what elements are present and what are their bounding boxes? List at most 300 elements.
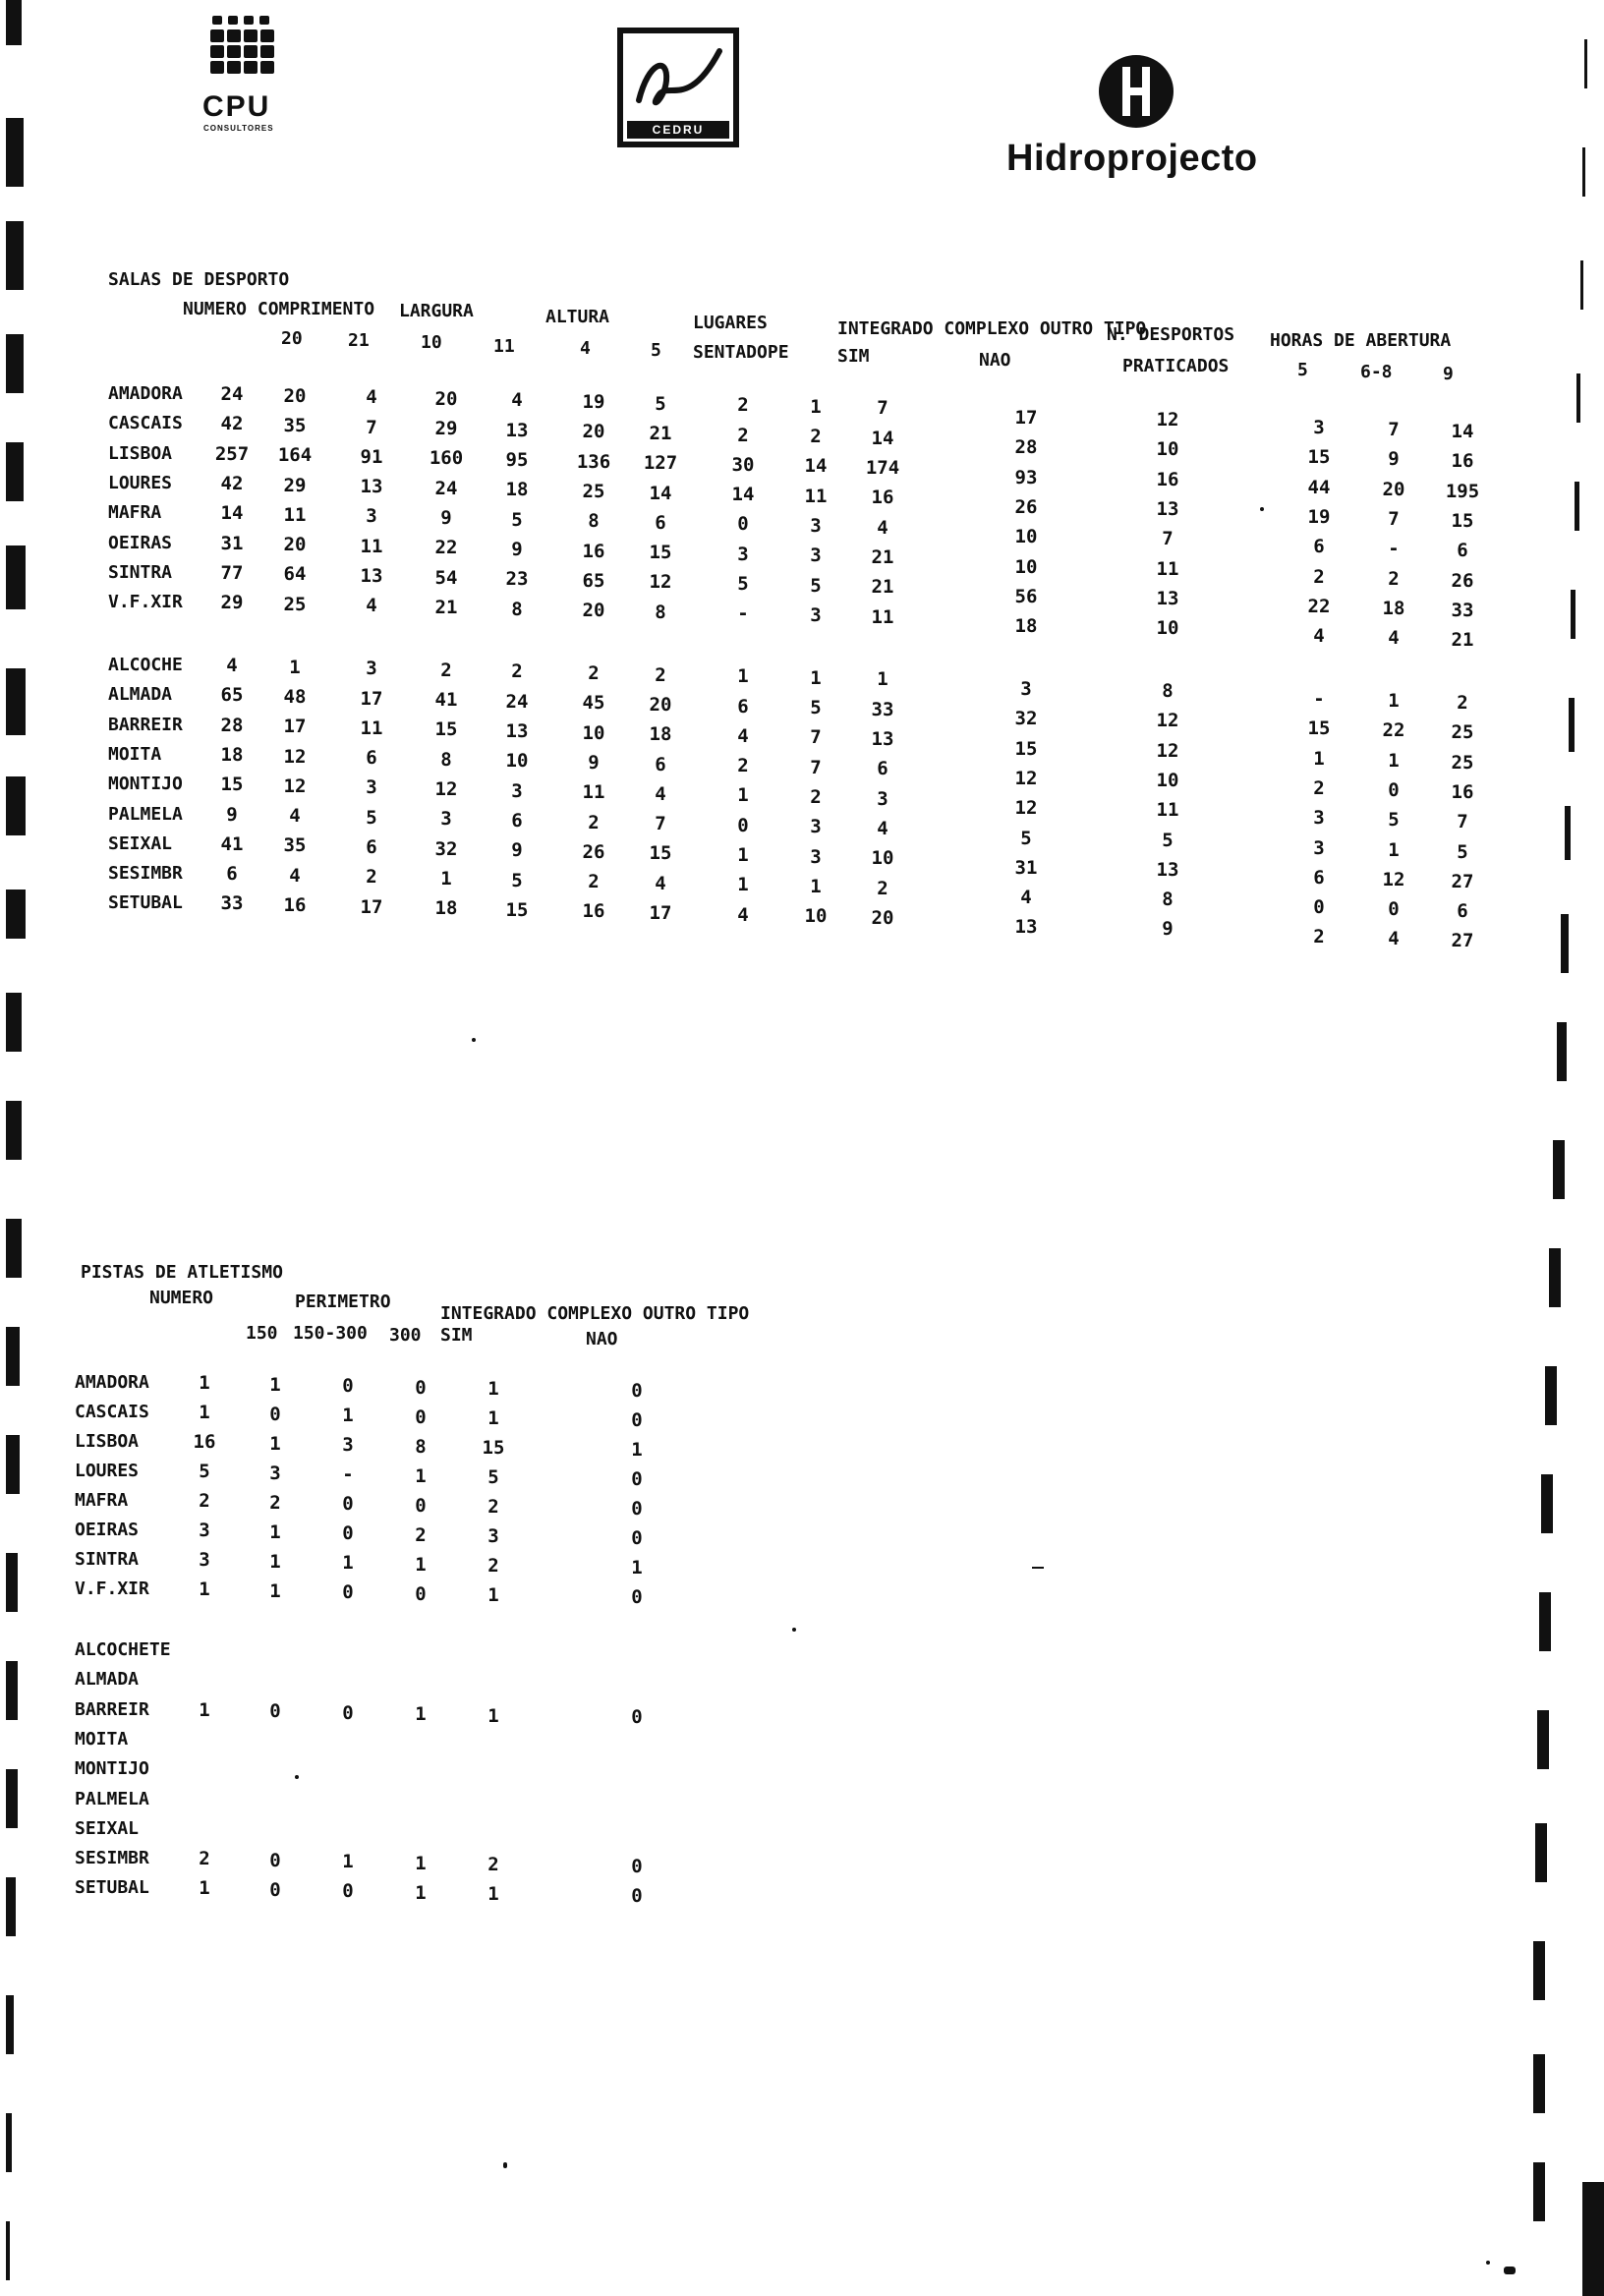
table-cell: 3 [877,787,888,810]
table-cell: 3 [199,1549,210,1571]
table-cell: 32 [434,837,458,860]
table-cell: 11 [1156,799,1179,822]
table-cell: 1 [1388,749,1400,772]
table-cell: 5 [366,806,377,829]
row-label: ALCOCHETE [75,1639,171,1660]
table-cell: 91 [360,445,383,468]
table-cell: - [342,1464,354,1485]
table-cell: 4 [366,386,377,409]
table-cell: 1 [1313,747,1325,770]
table-cell: 16 [582,900,605,923]
table-cell: 20 [582,421,605,443]
table-cell: 16 [582,540,605,562]
table-cell: 14 [871,427,894,449]
table-cell: 10 [582,721,605,744]
table-cell: 5 [1162,829,1174,851]
table-cell: 16 [871,487,894,509]
table-cell: 56 [1014,585,1038,607]
cedru-signature-icon [629,41,727,120]
table-cell: 11 [360,535,383,557]
table-cell: 11 [804,485,828,507]
table-cell: 24 [505,690,529,713]
table-cell: 3 [269,1462,281,1484]
table-cell: 1 [342,1552,354,1574]
table-cell: 33 [871,698,894,720]
table-cell: 0 [1388,778,1400,801]
table-cell: 1 [415,1553,427,1576]
table-cell: 13 [505,419,529,441]
table-cell: 11 [360,717,383,739]
table-cell: 4 [289,864,301,887]
table-cell: 45 [582,692,605,715]
table-cell: 6 [1313,536,1325,558]
table-cell: 8 [415,1435,427,1458]
row-label: AMADORA [108,383,183,404]
row-label: V.F.XIR [75,1578,149,1599]
table-cell: 7 [1162,528,1174,550]
table-cell: 13 [360,476,383,498]
row-label: CASCAIS [75,1402,149,1422]
table-cell: 17 [1014,407,1038,429]
table-cell: 12 [1156,739,1179,762]
table-cell: 93 [1014,466,1038,488]
row-label: LOURES [108,472,173,493]
row-label: MONTIJO [75,1758,149,1780]
salas-sub-h5: 5 [1297,360,1308,380]
table-cell: 1 [342,1851,354,1873]
table-cell: 16 [1451,780,1474,803]
table-cell: 19 [1307,505,1331,528]
table-cell: 5 [487,1466,499,1488]
table-cell: 0 [737,814,749,836]
table-cell: 1 [487,1378,499,1400]
table-cell: 1 [415,1881,427,1904]
table-cell: 1 [269,1521,281,1543]
table-cell: 7 [1388,507,1400,530]
table-cell: 8 [511,598,523,620]
table-cell: 3 [366,658,377,680]
table-cell: 22 [1307,595,1331,617]
table-cell: 3 [810,603,822,626]
table-cell: 1 [1388,690,1400,712]
table-cell: 13 [1156,587,1179,609]
table-cell: 21 [871,576,894,599]
table-cell: 25 [283,593,307,615]
table-cell: 3 [810,816,822,838]
row-label: OEIRAS [108,532,173,553]
salas-sub-l10: 10 [421,332,442,353]
row-label: BARREIR [108,714,183,735]
table-cell: 0 [269,1878,281,1901]
table-cell: 29 [434,418,458,440]
row-label: ALMADA [75,1669,140,1691]
table-cell: 42 [220,413,244,435]
salas-sub-a5: 5 [651,340,661,361]
table-cell: 1 [631,1438,643,1461]
table-cell: 23 [505,568,529,591]
table-cell: 21 [649,422,672,444]
table-cell: 41 [220,832,244,855]
table-cell: 3 [440,808,452,831]
table-cell: 25 [582,480,605,502]
table-cell: 1 [199,1372,210,1394]
table-cell: 21 [871,545,894,568]
table-cell: 1 [1388,838,1400,861]
table-cell: 4 [737,903,749,926]
row-label: MONTIJO [108,774,183,795]
table-cell: 2 [737,424,749,446]
table-cell: 0 [631,1379,643,1402]
table-cell: 42 [220,472,244,494]
table-cell: 257 [214,442,250,465]
table-cell: 25 [1451,721,1474,744]
table-cell: 10 [871,847,894,870]
table-cell: 9 [1388,448,1400,471]
table-cell: 2 [810,426,822,448]
table-cell: 20 [434,387,458,410]
table-cell: 8 [1162,680,1174,702]
row-label: PALMELA [75,1788,149,1809]
table-cell: 10 [804,905,828,928]
table-cell: 0 [415,1582,427,1605]
table-cell: 3 [810,845,822,868]
table-cell: 0 [342,1493,354,1515]
pistas-sub-sim: SIM [440,1325,473,1346]
table-cell: 22 [434,537,458,559]
table-cell: 0 [342,1522,354,1544]
pistas-sub-150-300: 150-300 [293,1323,368,1344]
row-label: MAFRA [108,502,162,524]
table-cell: 0 [342,1701,354,1724]
table-cell: 15 [434,718,458,741]
table-cell: 0 [631,1855,643,1877]
pistas-title: PISTAS DE ATLETISMO [81,1262,283,1283]
table-cell: 1 [415,1703,427,1726]
table-cell: 0 [631,1706,643,1729]
table-cell: 17 [360,895,383,918]
table-cell: 0 [269,1700,281,1723]
salas-sub-sim: SIM [837,346,870,367]
table-cell: 6 [737,695,749,718]
table-cell: 21 [434,596,458,618]
table-cell: 0 [415,1494,427,1517]
table-cell: 12 [283,775,307,797]
cpu-logo-grid-icon [208,14,283,92]
table-cell: 6 [655,753,666,775]
table-cell: 14 [731,484,755,506]
table-cell: 24 [434,477,458,499]
table-cell: - [737,603,749,625]
salas-sub-sentadope: SENTADOPE [693,342,789,363]
table-cell: 27 [1451,870,1474,892]
table-cell: 54 [434,566,458,589]
table-cell: 31 [1014,856,1038,879]
table-cell: 6 [1313,866,1325,889]
table-cell: 19 [582,391,605,413]
cpu-logo-text: CPU [202,90,271,123]
table-cell: 12 [434,778,458,800]
salas-header-lugares: LUGARES [693,313,768,333]
table-cell: 14 [1451,421,1474,442]
table-cell: 2 [1388,567,1400,590]
table-cell: 5 [511,869,523,891]
table-cell: 3 [366,505,377,528]
table-cell: 44 [1307,476,1331,498]
salas-sub-h68: 6-8 [1360,362,1393,382]
table-cell: 1 [487,1584,499,1606]
cedru-logo-label: CEDRU [627,121,729,139]
row-label: MOITA [75,1728,129,1750]
table-cell: 1 [737,874,749,896]
table-cell: 30 [731,453,755,476]
table-cell: 26 [1014,495,1038,518]
table-cell: 35 [283,834,307,857]
table-cell: 0 [415,1406,427,1428]
table-cell: 4 [737,724,749,747]
table-cell: 2 [737,755,749,777]
table-cell: 0 [631,1585,643,1608]
row-label: MOITA [108,743,162,765]
table-cell: 3 [511,779,523,802]
table-cell: 0 [269,1403,281,1425]
table-cell: 10 [1014,526,1038,548]
table-cell: 64 [283,563,307,586]
table-cell: 15 [1014,737,1038,760]
table-cell: 1 [269,1579,281,1602]
table-cell: 1 [737,844,749,866]
table-cell: 20 [283,534,307,556]
table-cell: 3 [810,515,822,537]
table-cell: 31 [220,532,244,554]
table-cell: 5 [1457,840,1468,863]
table-cell: 26 [1451,569,1474,592]
table-cell: 12 [1156,409,1179,430]
table-cell: 6 [511,809,523,832]
table-cell: 3 [342,1434,354,1456]
table-cell: 3 [1020,678,1032,700]
table-cell: 8 [655,601,666,623]
table-cell: 9 [511,538,523,560]
table-cell: 1 [487,1407,499,1429]
salas-sub-c21: 21 [348,330,370,351]
pistas-sub-150: 150 [246,1323,278,1344]
salas-sub-a4: 4 [580,338,591,359]
table-cell: 12 [649,571,672,594]
table-cell: 1 [487,1883,499,1906]
salas-sub-nao: NAO [979,350,1011,371]
table-cell: 0 [269,1849,281,1871]
table-cell: 195 [1445,480,1480,502]
table-cell: 1 [415,1464,427,1487]
table-cell: 2 [737,394,749,417]
table-cell: 7 [810,726,822,749]
salas-sub-c20: 20 [281,328,303,349]
table-cell: 4 [511,389,523,412]
table-cell: 13 [360,565,383,587]
table-cell: 1 [810,395,822,418]
table-cell: 4 [366,595,377,617]
table-cell: 15 [505,898,529,921]
cpu-logo-subtitle: CONSULTORES [203,124,274,133]
table-cell: 17 [649,902,672,924]
row-label: ALCOCHE [108,655,183,675]
table-cell: 0 [631,1467,643,1490]
table-cell: 11 [871,605,894,628]
table-cell: 13 [1014,916,1038,939]
row-label: SESIMBR [75,1848,149,1869]
table-cell: 20 [283,384,307,407]
table-cell: 0 [342,1581,354,1603]
table-cell: 5 [737,573,749,595]
table-cell: 4 [655,782,666,805]
table-cell: 12 [1382,868,1405,890]
table-cell: 13 [871,728,894,750]
table-cell: 11 [1156,557,1179,580]
salas-sub-l11: 11 [493,336,515,357]
table-cell: 3 [487,1525,499,1547]
table-cell: 2 [487,1496,499,1518]
table-cell: 8 [1162,889,1174,911]
table-cell: 22 [1382,719,1405,742]
table-cell: 20 [582,600,605,622]
table-cell: 13 [1156,858,1179,881]
table-cell: 1 [289,656,301,678]
hidroprojecto-emblem-icon [1089,53,1183,130]
pistas-sub-nao: NAO [586,1329,618,1349]
table-cell: 0 [1388,898,1400,921]
table-cell: 174 [865,457,900,479]
table-cell: 16 [1156,468,1179,490]
table-cell: 10 [1156,617,1179,640]
table-cell: 6 [366,836,377,858]
salas-header-horas: HORAS DE ABERTURA [1270,330,1452,351]
table-cell: 0 [1313,896,1325,919]
table-cell: 2 [199,1848,210,1870]
row-label: LISBOA [108,442,173,464]
table-cell: 11 [582,781,605,804]
table-cell: 28 [220,714,244,736]
table-cell: 0 [631,1526,643,1549]
table-cell: 1 [440,867,452,890]
table-cell: 0 [631,1497,643,1520]
table-cell: 16 [193,1431,216,1453]
table-cell: 17 [360,687,383,710]
table-cell: 136 [576,450,611,473]
table-cell: 33 [220,892,244,915]
pistas-header-perimetro: PERIMETRO [295,1292,391,1312]
table-cell: 18 [505,479,529,501]
salas-sub-h9: 9 [1443,364,1454,384]
table-cell: 2 [1313,926,1325,948]
row-label: SETUBAL [108,892,183,914]
salas-sub-praticados: PRATICADOS [1122,356,1230,376]
table-cell: 12 [1014,797,1038,820]
table-cell: 8 [588,510,600,533]
row-label: MAFRA [75,1490,129,1511]
row-label: CASCAIS [108,413,183,434]
salas-header-integrado: INTEGRADO COMPLEXO OUTRO TIPO [837,318,1147,339]
row-label: PALMELA [108,803,183,825]
table-cell: 1 [810,875,822,897]
table-cell: 16 [283,894,307,916]
table-cell: 7 [1457,811,1468,833]
table-cell: 20 [649,693,672,716]
table-cell: 2 [1313,776,1325,799]
table-cell: 5 [1020,827,1032,849]
table-cell: 18 [434,897,458,920]
table-cell: 2 [487,1854,499,1876]
table-cell: 0 [342,1375,354,1397]
table-cell: 32 [1014,708,1038,730]
table-cell: 3 [1313,417,1325,438]
table-cell: 77 [220,561,244,584]
table-cell: 14 [649,482,672,504]
table-cell: 26 [582,840,605,863]
table-cell: 0 [631,1408,643,1431]
table-cell: 1 [269,1432,281,1455]
table-cell: 28 [1014,436,1038,459]
table-cell: 4 [289,805,301,828]
table-cell: 3 [366,776,377,799]
row-label: SETUBAL [75,1877,149,1899]
table-cell: 1 [269,1550,281,1573]
table-cell: 2 [588,871,600,893]
table-cell: 2 [810,786,822,808]
table-cell: 8 [440,748,452,771]
table-cell: 12 [1014,767,1038,789]
row-label: V.F.XIR [108,592,183,613]
table-cell: 15 [1307,718,1331,740]
row-label: SESIMBR [108,863,183,885]
row-label: LISBOA [75,1431,140,1452]
table-cell: 5 [655,392,666,415]
table-cell: 4 [877,817,888,839]
table-cell: 1 [631,1556,643,1578]
table-cell: 1 [269,1373,281,1396]
table-cell: 1 [737,784,749,807]
table-cell: 13 [1156,497,1179,520]
table-cell: 2 [588,662,600,684]
table-cell: 27 [1451,930,1474,952]
table-cell: 12 [1156,710,1179,732]
table-cell: 10 [1014,555,1038,578]
table-cell: 1 [199,1578,210,1600]
table-cell: 5 [511,508,523,531]
table-cell: 5 [810,697,822,719]
table-cell: 2 [1313,565,1325,588]
row-label: SINTRA [108,561,173,583]
row-label: SEIXAL [75,1817,140,1839]
table-cell: 1 [810,666,822,689]
row-label: ALMADA [108,684,173,706]
table-cell: 18 [220,743,244,766]
table-cell: 7 [655,813,666,835]
table-cell: 1 [199,1402,210,1423]
table-cell: 5 [199,1461,210,1482]
table-cell: 10 [1156,438,1179,461]
table-cell: 4 [655,872,666,894]
table-cell: 3 [1313,836,1325,859]
table-cell: 7 [877,397,888,420]
table-cell: 9 [511,839,523,862]
table-cell: 7 [810,756,822,778]
table-cell: 4 [877,516,888,539]
table-cell: 7 [1388,419,1400,440]
table-cell: 35 [283,414,307,436]
table-cell: 5 [1388,809,1400,832]
table-cell: 127 [643,452,678,475]
table-cell: 15 [1451,509,1474,532]
